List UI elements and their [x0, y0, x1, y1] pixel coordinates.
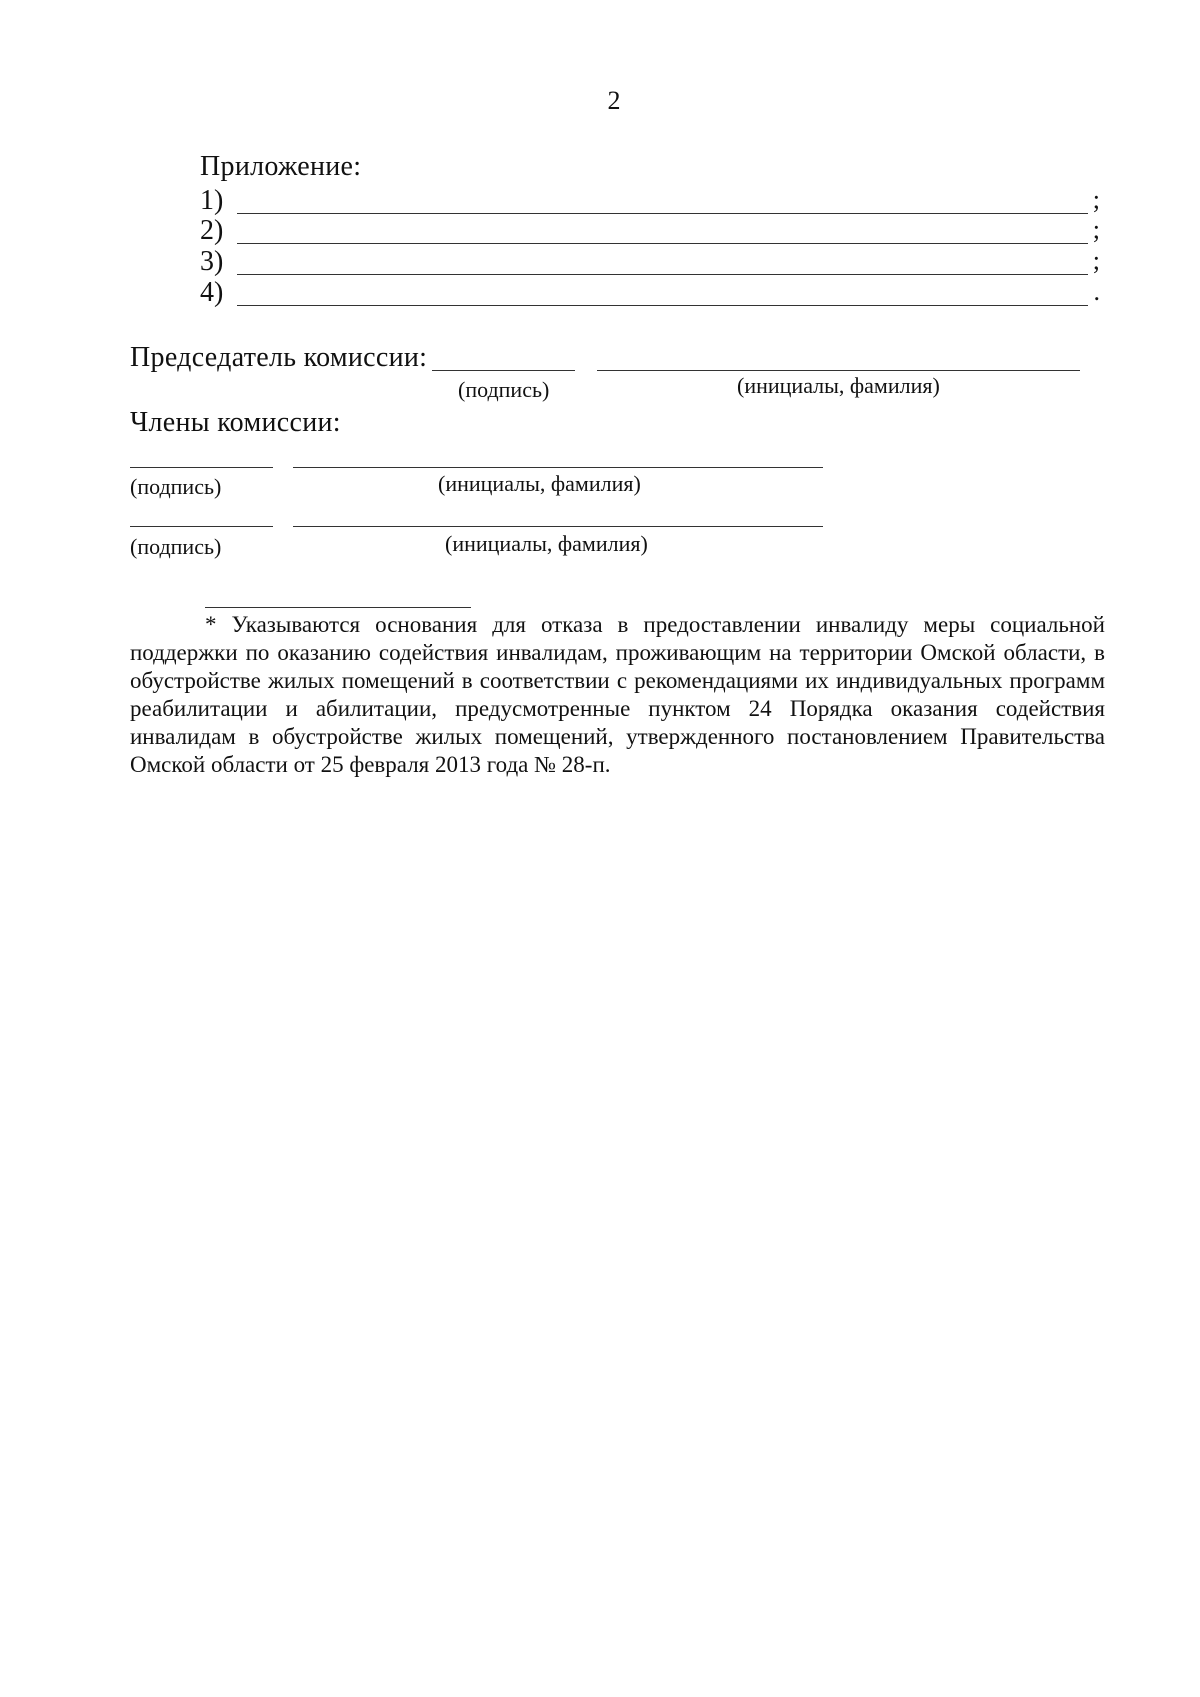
attachment-item-3 — [200, 246, 1100, 276]
attachment-title: Приложение: — [200, 151, 362, 182]
chair-signature-line — [432, 370, 575, 371]
member-1-name-line — [293, 467, 823, 468]
page-number: 2 — [607, 86, 621, 115]
members-label: Члены комиссии: — [130, 407, 341, 438]
footnote-text: * Указываются основания для отказа в предоставлении инвалиду меры социальной поддержки по оказанию содействия инвалидам, проживающим на территории Омской области, в обустройстве жилых помещений в соответствии с рекомендациями их индивидуальных программ реабилитации и абилитации, предусмотренные пунктом 24 Порядка оказания содействия инвалидам в обустройстве жилых помещений, утвержденного постановлением Правительства Омской области от 25 февраля 2013 года № 28-п. — [130, 612, 1105, 777]
member-2-signature-line — [130, 526, 273, 527]
attachment-item-number: 3) — [200, 246, 224, 277]
attachment-item-1 — [200, 185, 1100, 215]
attachment-item-line — [237, 305, 1088, 306]
chair-name-caption: (инициалы, фамилия) — [737, 373, 940, 398]
member-1-name-caption: (инициалы, фамилия) — [438, 471, 641, 496]
attachment-item-number: 1) — [200, 185, 224, 216]
attachment-item-2 — [200, 215, 1100, 245]
attachment-item-line — [237, 243, 1088, 244]
attachment-item-4 — [200, 277, 1100, 307]
attachment-item-end: . — [1093, 277, 1100, 306]
attachment-item-end: ; — [1092, 215, 1100, 244]
attachment-item-line — [237, 213, 1088, 214]
member-2-name-line — [293, 526, 823, 527]
member-1-signature-caption: (подпись) — [130, 474, 222, 499]
chair-signature-caption: (подпись) — [458, 377, 550, 402]
member-2-signature-caption: (подпись) — [130, 534, 222, 559]
attachment-item-end: ; — [1092, 246, 1100, 275]
chair-name-line — [597, 370, 1080, 371]
attachment-item-line — [237, 274, 1088, 275]
attachment-item-number: 2) — [200, 215, 224, 246]
member-1-signature-line — [130, 467, 273, 468]
member-2-name-caption: (инициалы, фамилия) — [445, 531, 648, 556]
attachment-item-number: 4) — [200, 277, 224, 308]
chair-label: Председатель комиссии: — [130, 342, 428, 373]
footnote-rule — [205, 607, 471, 608]
attachment-item-end: ; — [1092, 185, 1100, 214]
